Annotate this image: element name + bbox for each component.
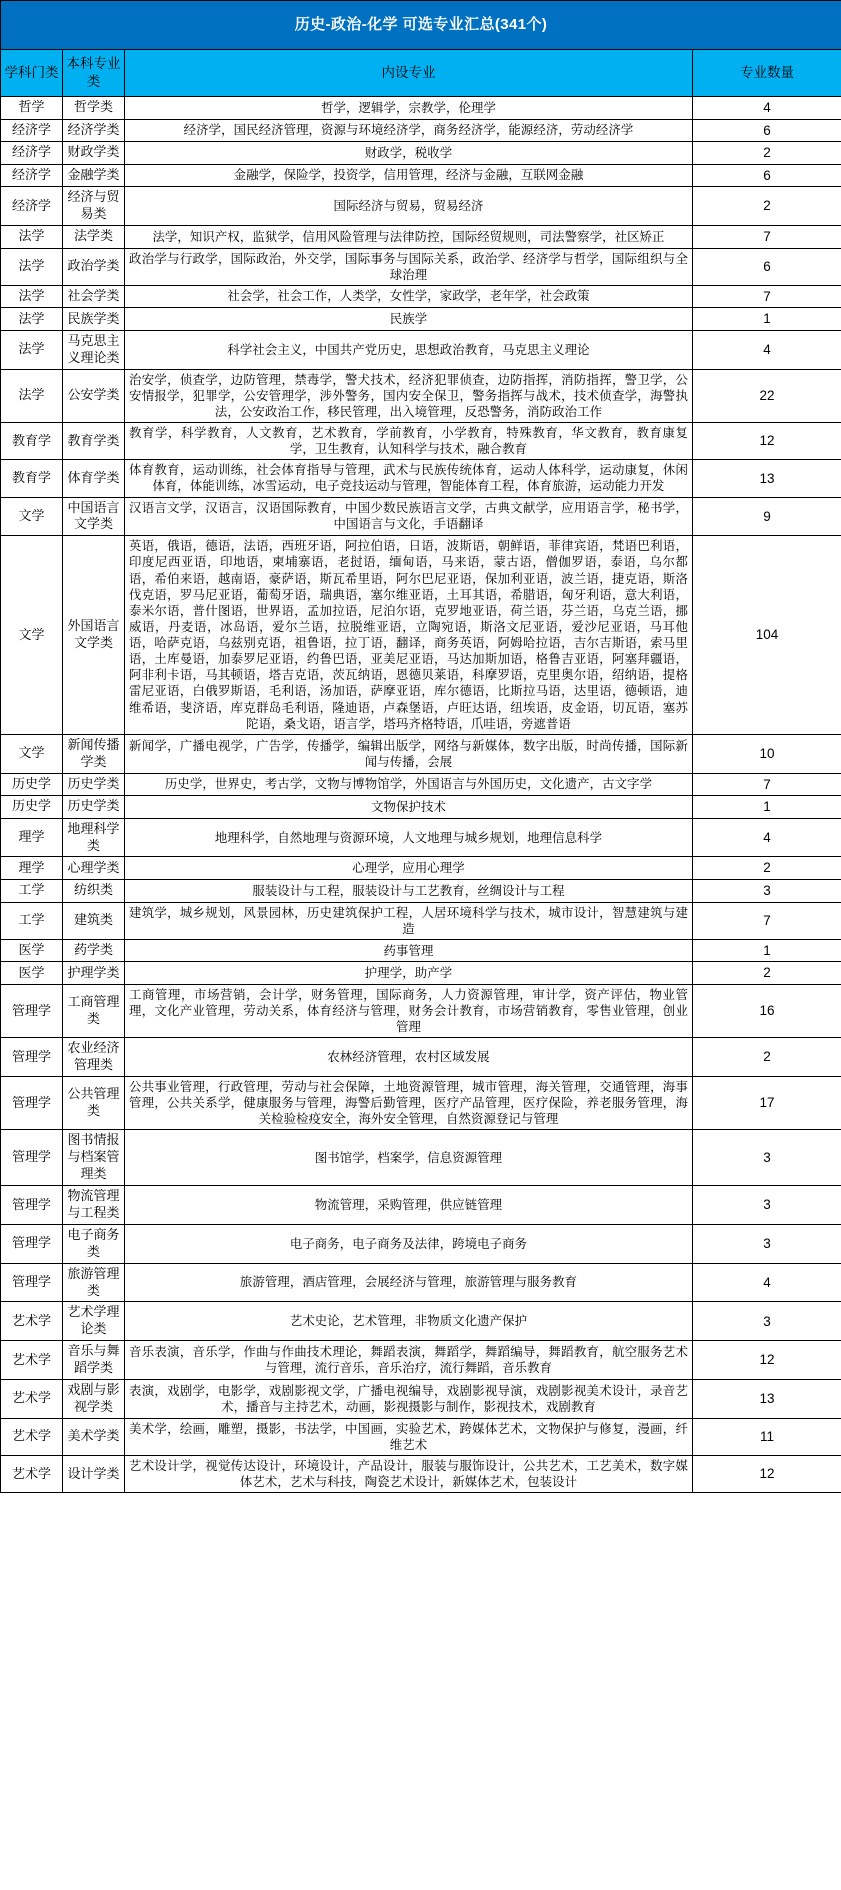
cell-majors: 经济学，国民经济管理，资源与环境经济学，商务经济学，能源经济，劳动经济学 [125,119,693,142]
cell-category: 纺织类 [63,880,125,903]
cell-category: 护理学类 [63,962,125,985]
cell-majors: 文物保护技术 [125,796,693,819]
cell-discipline: 文学 [1,536,63,735]
cell-major-count: 4 [693,97,841,120]
cell-major-count: 3 [693,1224,841,1263]
column-header-discipline: 学科门类 [1,50,63,97]
table-row [1,536,841,735]
cell-majors: 旅游管理，酒店管理，会展经济与管理，旅游管理与服务教育 [125,1263,693,1302]
table-row [1,330,841,369]
cell-majors: 教育学，科学教育，人文教育，艺术教育，学前教育，小学教育，特殊教育，华文教育，教育康复学，卫生教育，认知科学与技术，融合教育 [125,423,693,460]
cell-discipline: 历史学 [1,773,63,796]
table-row [1,1077,841,1130]
table-row [1,734,841,773]
cell-major-count: 4 [693,818,841,857]
cell-discipline: 文学 [1,497,63,536]
table-row [1,962,841,985]
cell-category: 财政学类 [63,142,125,165]
cell-majors: 护理学，助产学 [125,962,693,985]
cell-majors: 新闻学，广播电视学，广告学，传播学，编辑出版学，网络与新媒体，数字出版，时尚传播，国际新闻与传播，会展 [125,734,693,773]
cell-category: 物流管理与工程类 [63,1186,125,1225]
cell-discipline: 文学 [1,734,63,773]
cell-majors: 心理学，应用心理学 [125,857,693,880]
table-row [1,773,841,796]
cell-major-count: 10 [693,734,841,773]
table-row [1,796,841,819]
cell-category: 地理科学类 [63,818,125,857]
cell-category: 药学类 [63,939,125,962]
table-row [1,1130,841,1186]
cell-majors: 表演，戏剧学，电影学，戏剧影视文学，广播电视编导，戏剧影视导演，戏剧影视美术设计，录音艺术，播音与主持艺术，动画，影视摄影与制作，影视技术，戏剧教育 [125,1380,693,1419]
cell-majors: 政治学与行政学，国际政治，外交学，国际事务与国际关系，政治学、经济学与哲学，国际组织与全球治理 [125,248,693,285]
cell-majors: 法学，知识产权，监狱学，信用风险管理与法律防控，国际经贸规则，司法警察学，社区矫正 [125,225,693,248]
cell-major-count: 6 [693,164,841,187]
cell-major-count: 104 [693,536,841,735]
table-row [1,939,841,962]
cell-major-count: 11 [693,1418,841,1455]
cell-discipline: 经济学 [1,119,63,142]
cell-major-count: 1 [693,939,841,962]
cell-majors: 金融学，保险学，投资学，信用管理，经济与金融，互联网金融 [125,164,693,187]
cell-major-count: 6 [693,119,841,142]
cell-discipline: 管理学 [1,1186,63,1225]
table-row [1,1341,841,1380]
table-row [1,880,841,903]
cell-category: 工商管理类 [63,984,125,1037]
cell-category: 法学类 [63,225,125,248]
cell-majors: 图书馆学，档案学，信息资源管理 [125,1130,693,1186]
cell-majors: 音乐表演，音乐学，作曲与作曲技术理论，舞蹈表演，舞蹈学，舞蹈编导，舞蹈教育，航空服务艺术与管理，流行音乐，音乐治疗，流行舞蹈，音乐教育 [125,1341,693,1380]
cell-majors: 建筑学，城乡规划，风景园林，历史建筑保护工程，人居环境科学与技术，城市设计，智慧建筑与建造 [125,902,693,939]
cell-majors: 美术学，绘画，雕塑，摄影，书法学，中国画，实验艺术，跨媒体艺术，文物保护与修复，漫画，纤维艺术 [125,1418,693,1455]
cell-category: 社会学类 [63,285,125,308]
column-header-count: 专业数量 [693,50,841,97]
cell-category: 经济与贸易类 [63,187,125,226]
cell-major-count: 2 [693,962,841,985]
cell-category: 公共管理类 [63,1077,125,1130]
table-row [1,1380,841,1419]
table-row [1,308,841,331]
cell-major-count: 3 [693,1130,841,1186]
cell-major-count: 2 [693,1038,841,1077]
table-row [1,1456,841,1493]
cell-majors: 汉语言文学，汉语言，汉语国际教育，中国少数民族语言文学，古典文献学，应用语言学，秘书学，中国语言与文化，手语翻译 [125,497,693,536]
cell-major-count: 17 [693,1077,841,1130]
table-row [1,285,841,308]
table-title-row [1,1,841,50]
cell-category: 音乐与舞蹈学类 [63,1341,125,1380]
cell-discipline: 理学 [1,818,63,857]
cell-discipline: 理学 [1,857,63,880]
cell-category: 经济学类 [63,119,125,142]
cell-major-count: 12 [693,1456,841,1493]
cell-discipline: 艺术学 [1,1418,63,1455]
cell-discipline: 教育学 [1,460,63,497]
cell-major-count: 12 [693,423,841,460]
cell-major-count: 7 [693,773,841,796]
cell-discipline: 哲学 [1,97,63,120]
cell-majors: 哲学，逻辑学，宗教学，伦理学 [125,97,693,120]
cell-category: 体育学类 [63,460,125,497]
table-row [1,1418,841,1455]
cell-majors: 药事管理 [125,939,693,962]
cell-discipline: 管理学 [1,1038,63,1077]
cell-discipline: 经济学 [1,164,63,187]
table-row [1,187,841,226]
table-row [1,984,841,1037]
cell-discipline: 管理学 [1,984,63,1037]
cell-majors: 历史学，世界史，考古学，文物与博物馆学，外国语言与外国历史，文化遗产，古文字学 [125,773,693,796]
cell-category: 新闻传播学类 [63,734,125,773]
cell-category: 图书情报与档案管理类 [63,1130,125,1186]
cell-major-count: 3 [693,1186,841,1225]
table-row [1,1302,841,1341]
table-row [1,164,841,187]
cell-major-count: 16 [693,984,841,1037]
cell-majors: 国际经济与贸易，贸易经济 [125,187,693,226]
cell-discipline: 法学 [1,225,63,248]
table-row [1,97,841,120]
cell-discipline: 管理学 [1,1130,63,1186]
cell-majors: 民族学 [125,308,693,331]
cell-discipline: 教育学 [1,423,63,460]
cell-discipline: 管理学 [1,1263,63,1302]
cell-majors: 工商管理，市场营销，会计学，财务管理，国际商务，人力资源管理，审计学，资产评估，物业管理，文化产业管理，劳动关系，体育经济与管理，财务会计教育，市场营销教育，零售业管理，创业管理 [125,984,693,1037]
cell-category: 历史学类 [63,796,125,819]
table-row [1,1263,841,1302]
cell-majors: 财政学，税收学 [125,142,693,165]
cell-category: 电子商务类 [63,1224,125,1263]
cell-category: 建筑类 [63,902,125,939]
table-header-row [1,50,841,97]
cell-discipline: 历史学 [1,796,63,819]
table-row [1,423,841,460]
cell-category: 政治学类 [63,248,125,285]
column-header-majors: 内设专业 [125,50,693,97]
cell-discipline: 艺术学 [1,1341,63,1380]
table-row [1,460,841,497]
table-row [1,857,841,880]
column-header-category: 本科专业类 [63,50,125,97]
table-row [1,248,841,285]
cell-major-count: 6 [693,248,841,285]
cell-major-count: 9 [693,497,841,536]
cell-category: 设计学类 [63,1456,125,1493]
table-row [1,1186,841,1225]
cell-category: 教育学类 [63,423,125,460]
table-row [1,497,841,536]
table-row [1,369,841,422]
cell-major-count: 7 [693,285,841,308]
table-row [1,119,841,142]
table-body [1,97,841,1493]
cell-majors: 农林经济管理，农村区域发展 [125,1038,693,1077]
cell-discipline: 艺术学 [1,1302,63,1341]
cell-majors: 艺术设计学，视觉传达设计，环境设计，产品设计，服装与服饰设计，公共艺术，工艺美术，数字媒体艺术，艺术与科技，陶瓷艺术设计，新媒体艺术，包装设计 [125,1456,693,1493]
cell-category: 外国语言文学类 [63,536,125,735]
cell-category: 历史学类 [63,773,125,796]
cell-majors: 社会学，社会工作，人类学，女性学，家政学，老年学，社会政策 [125,285,693,308]
cell-discipline: 经济学 [1,142,63,165]
cell-major-count: 13 [693,460,841,497]
table-row [1,1038,841,1077]
cell-category: 戏剧与影视学类 [63,1380,125,1419]
cell-major-count: 3 [693,1302,841,1341]
cell-major-count: 7 [693,225,841,248]
cell-discipline: 工学 [1,902,63,939]
cell-major-count: 1 [693,796,841,819]
cell-majors: 服装设计与工程，服装设计与工艺教育，丝绸设计与工程 [125,880,693,903]
cell-discipline: 法学 [1,330,63,369]
cell-major-count: 13 [693,1380,841,1419]
table-row [1,225,841,248]
table-title: 历史-政治-化学 可选专业汇总(341个) [1,1,841,50]
cell-discipline: 医学 [1,939,63,962]
table-row [1,1224,841,1263]
cell-majors: 地理科学，自然地理与资源环境，人文地理与城乡规划，地理信息科学 [125,818,693,857]
cell-category: 美术学类 [63,1418,125,1455]
cell-major-count: 2 [693,857,841,880]
cell-major-count: 4 [693,330,841,369]
cell-category: 公安学类 [63,369,125,422]
cell-majors: 治安学，侦查学，边防管理，禁毒学，警犬技术，经济犯罪侦查，边防指挥，消防指挥，警卫学，公安情报学，犯罪学，公安管理学，涉外警务，国内安全保卫，警务指挥与战术，技术侦查学，海警执法，公安政治工作，移民管理，出入境管理，反恐警务，消防政治工作 [125,369,693,422]
cell-category: 艺术学理论类 [63,1302,125,1341]
cell-majors: 电子商务，电子商务及法律，跨境电子商务 [125,1224,693,1263]
cell-category: 金融学类 [63,164,125,187]
cell-major-count: 4 [693,1263,841,1302]
cell-category: 中国语言文学类 [63,497,125,536]
cell-category: 马克思主义理论类 [63,330,125,369]
cell-discipline: 艺术学 [1,1380,63,1419]
cell-discipline: 工学 [1,880,63,903]
cell-major-count: 2 [693,142,841,165]
cell-category: 心理学类 [63,857,125,880]
table-row [1,142,841,165]
cell-category: 民族学类 [63,308,125,331]
cell-majors: 艺术史论，艺术管理，非物质文化遗产保护 [125,1302,693,1341]
cell-discipline: 医学 [1,962,63,985]
table-row [1,818,841,857]
cell-major-count: 3 [693,880,841,903]
cell-discipline: 管理学 [1,1077,63,1130]
cell-majors: 科学社会主义，中国共产党历史，思想政治教育，马克思主义理论 [125,330,693,369]
cell-major-count: 22 [693,369,841,422]
cell-majors: 英语，俄语，德语，法语，西班牙语，阿拉伯语，日语，波斯语，朝鲜语，菲律宾语，梵语巴利语，印度尼西亚语，印地语，柬埔寨语，老挝语，缅甸语，马来语，蒙古语，僧伽罗语，泰语，乌尔都语，希伯来语，越南语，豪萨语，斯瓦希里语，阿尔巴尼亚语，保加利亚语，波兰语，捷克语，斯洛伐克语，罗马尼亚语，葡萄牙语，瑞典语，塞尔维亚语，土耳其语，希腊语，匈牙利语，意大利语，泰米尔语，普什图语，世界语，孟加拉语，尼泊尔语，克罗地亚语，荷兰语，芬兰语，乌克兰语，挪威语，丹麦语，冰岛语，爱尔兰语，拉脱维亚语，立陶宛语，斯洛文尼亚语，爱沙尼亚语，马耳他语，哈萨克语，乌兹别克语，祖鲁语，拉丁语，翻译，商务英语，阿姆哈拉语，吉尔吉斯语，索马里语，土库曼语，加泰罗尼亚语，约鲁巴语，亚美尼亚语，马达加斯加语，格鲁吉亚语，阿塞拜疆语，阿非利卡语，马其顿语，塔吉克语，茨瓦纳语，恩德贝莱语，科摩罗语，克里奥尔语，绍纳语，提格雷尼亚语，白俄罗斯语，毛利语，汤加语，萨摩亚语，库尔德语，比斯拉马语，达里语，德顿语，迪维希语，斐济语，库克群岛毛利语，隆迪语，卢森堡语，卢旺达语，纽埃语，皮金语，切瓦语，塞苏陀语，桑戈语，语言学，塔玛齐格特语，爪哇语，旁遮普语 [125,536,693,735]
cell-discipline: 管理学 [1,1224,63,1263]
cell-major-count: 7 [693,902,841,939]
cell-major-count: 2 [693,187,841,226]
table-head [1,1,841,97]
cell-discipline: 法学 [1,308,63,331]
cell-major-count: 12 [693,1341,841,1380]
cell-category: 哲学类 [63,97,125,120]
cell-category: 旅游管理类 [63,1263,125,1302]
cell-majors: 公共事业管理，行政管理，劳动与社会保障，土地资源管理，城市管理，海关管理，交通管理，海事管理，公共关系学，健康服务与管理，海警后勤管理，医疗产品管理，医疗保险，养老服务管理，海关检验检疫安全，海外安全管理，自然资源登记与管理 [125,1077,693,1130]
cell-discipline: 艺术学 [1,1456,63,1493]
cell-major-count: 1 [693,308,841,331]
cell-discipline: 法学 [1,369,63,422]
cell-category: 农业经济管理类 [63,1038,125,1077]
cell-discipline: 法学 [1,248,63,285]
cell-discipline: 经济学 [1,187,63,226]
cell-majors: 体育教育，运动训练，社会体育指导与管理，武术与民族传统体育，运动人体科学，运动康复，休闲体育，体能训练，冰雪运动，电子竞技运动与管理，智能体育工程，体育旅游，运动能力开发 [125,460,693,497]
table-row [1,902,841,939]
cell-majors: 物流管理，采购管理，供应链管理 [125,1186,693,1225]
cell-discipline: 法学 [1,285,63,308]
